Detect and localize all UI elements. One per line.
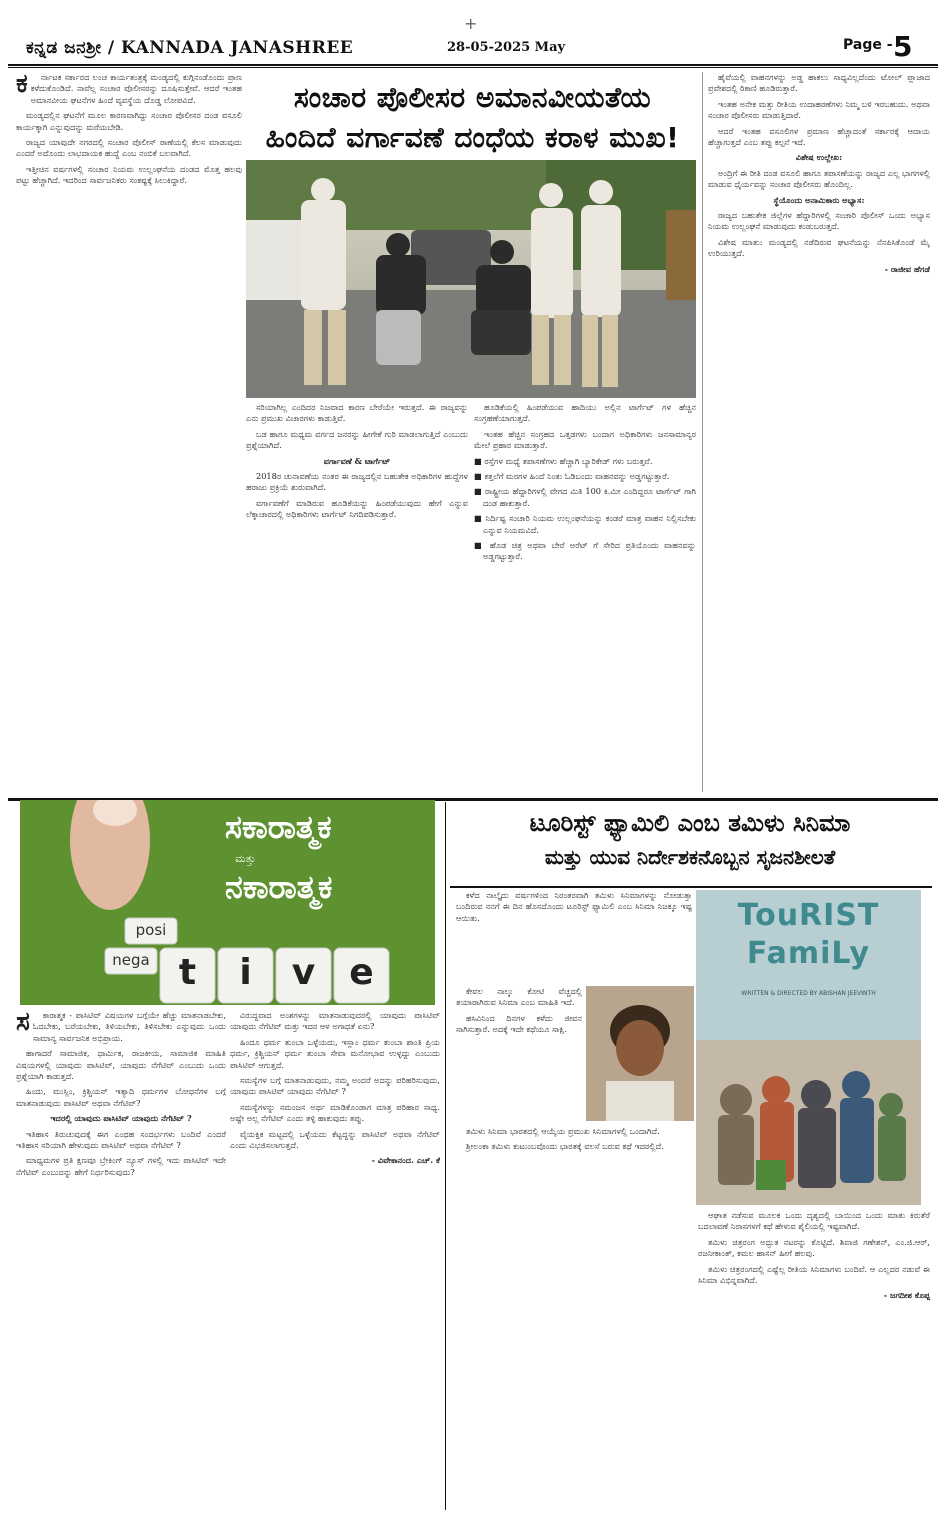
article1-paragraph: ಹೂಡಿಕೆಯಲ್ಲಿ ಹಿಂಪಡೆಯುವ ಹಾದಿಯು ಅಲ್ಲಿನ ಟಾರ್ಗೆಟ್ ಗಳ ಹೆಚ್ಚಿನ ಸಂಗ್ರಹಣೆಯಾಗುತ್ತದೆ. <box>474 402 696 424</box>
masthead: ಕನ್ನಡ ಜನಶ್ರೀ / KANNADA JANASHREE <box>26 38 354 58</box>
article2-paragraph: ಹಾಗಾದರೆ ಸಾಮಾಜಿಕ, ಧಾರ್ಮಿಕ, ರಾಜಕೀಯ, ಸಾಮಾಜಿಕ ಮಾಹಿತಿ ವಿಷಯಗಳಲ್ಲಿ ಯಾವುದು ಪಾಸಿಟಿವ್, ಯಾವುದು ನೆಗೆಟಿವ್ ಎಂಬುದು ಒಂದು ಪ್ರಶ್ನೆಯಾಗಿ ಕಾಡುತ್ತದೆ. <box>16 1048 226 1082</box>
article2-paragraph: ಹಿಂದೂ ಧರ್ಮ ತುಂಬಾ ಒಳ್ಳೆಯದು, ಇಸ್ಲಾಂ ಧರ್ಮ ತುಂಬಾ ಶಾಂತಿ ಪ್ರಿಯ ಧರ್ಮ, ಕ್ರಿಶ್ಚಿಯನ್ ಧರ್ಮ ತುಂಬಾ ಸೇವಾ ಮನೋಭಾವ ಉಳ್ಳದ್ದು ಎಂಬುದು ಪಾಸಿಟಿವ್ ಆಗುತ್ತದೆ. <box>230 1036 440 1070</box>
page-label: Page - <box>843 37 893 53</box>
crop-mark: + <box>464 14 478 33</box>
article3-signature: - ಜಗದೀಶ ಕೊಪ್ಪ <box>883 1290 930 1301</box>
article3-side-text <box>456 986 582 1122</box>
article1-column-3 <box>474 402 696 792</box>
article1-paragraph: ಇಂತಹ ಅನೇಕ ಮತ್ತು ರೀತಿಯ ಉದಾಹರಣೆಗಳು ನಿಮ್ಮ ಬಳಿ ಇರಬಹುದು. ಅಥವಾ ಸಂಚಾರ ಪೊಲೀಸರು ಮಾಡುತ್ತಿದಾರೆ. <box>708 98 930 121</box>
article2-headline-conj: ಮತ್ತು <box>235 852 256 865</box>
article1-paragraph: ಅಂದ್ರಿಗೆ ಈ ರೀತಿ ದಂಡ ವಸೂಲಿ ಹಾಗೂ ತಪಾಸಣೆಯನ್ನು ರಾಜ್ಯದ ಎಲ್ಲ ಭಾಗಗಳಲ್ಲಿ ಮಾಡುವ ಧೈರ್ಯವನ್ನು ಸಂಚಾರ ಪೊಲೀಸರು ಹೊಂದಿಲ್ಲ. <box>708 167 930 190</box>
article1-headline-line2: ಹಿಂದಿದೆ ವರ್ಗಾವಣೆ ದಂಧೆಯ ಕರಾಳ ಮುಖ! <box>265 121 680 154</box>
article1-paragraph: ವಿಶೇಷ ಮಾತು: ಮಂಡ್ಯದಲ್ಲಿ ನಡೆದಿರುವ ಘಟನೆಯನ್ನು ನೆನಪಿಸಿಕೊಂಡೆ ಮೈ ಉರಿಯುತ್ತದೆ. <box>708 236 930 259</box>
article2-paragraph: ಹಿಂದು, ಮುಸ್ಲಿಂ, ಕ್ರಿಶ್ಚಿಯನ್ ಇತ್ಯಾದಿ ಧರ್ಮಗಳ ಬೋಧನೆಗಳ ಬಗ್ಗೆ ಮಾತನಾಡುವುದು ಪಾಸಿಟಿವ್ ಅಥವಾ ನೆಗೆಟಿವ್? <box>16 1086 226 1108</box>
article2-paragraph: ಸಮಸ್ಯೆಗಳನ್ನು ಸಮಂಜಸ ಅರ್ಥ ಮಾಡಿಕೊಂಡಾಗ ಮಾತ್ರ ಪರಿಹಾರ ಸಾಧ್ಯ. ಅಷ್ಟೇ ಅಲ್ಲ ನೆಗೆಟಿವ್ ಎಂದು ತಳ್ಳಿ ಹಾಕುವುದು ತಪ್ಪು. <box>230 1101 440 1124</box>
poster-title-1: TouRIST <box>737 898 880 933</box>
article3-paragraph: ತಮಿಳು ಸಿನಿಮಾ ಭಾರತದಲ್ಲಿ ಆಯ್ಕೆಯ ಪ್ರಮುಖ ಸಿನಿಮಾಗಳಲ್ಲಿ ಒಂದಾಗಿದೆ. <box>466 1126 660 1136</box>
article3-column-2 <box>698 1210 930 1510</box>
article2-paragraph: ವೈಯಕ್ತಿಕ ಮಟ್ಟದಲ್ಲಿ ಒಳ್ಳೆಯದು ಕೆಟ್ಟದ್ದನ್ನು ಪಾಸಿಟಿವ್ ಅಥವಾ ನೆಗೆಟಿವ್ ಎಂದು ವಿಭಜಿಸಲಾಗುತ್ತದೆ. <box>230 1128 440 1151</box>
dice-letter: v <box>291 952 316 993</box>
dice-letter: i <box>239 952 252 993</box>
article2-column-1 <box>16 1010 226 1510</box>
article1-signature: - ರಾಜೀವ ಹೆಗಡೆ <box>884 263 930 274</box>
column-divider <box>702 72 703 792</box>
article2-paragraph: ವಿರುದ್ದವಾದ ಅಂಶಗಳನ್ನು ಮಾತನಾಡುವುದರಲ್ಲಿ ಯಾವುದು ಪಾಸಿಟಿವ್ ಯಾವುದು ನೆಗೆಟಿವ್ ಮತ್ತು ಇದರ ಆಳ ಅಗಾಧತೆ ಏನು? <box>230 1010 440 1032</box>
article2-column-2 <box>230 1010 440 1510</box>
article2-signature: - ವಿವೇಕಾನಂದ. ಎಚ್. ಕೆ <box>371 1155 440 1166</box>
article2-paragraph: ಮಾಧ್ಯಮಗಳ ಪ್ರತಿ ಕ್ಷಣವೂ ಬ್ರೇಕಿಂಗ್ ನ್ಯೂಸ್ ಗಳಲ್ಲಿ ಇದು ಪಾಸಿಟಿವ್ ಇದೇ ನೆಗೆಟಿವ್ ಎಂಬುದನ್ನು ಹೇಗೆ ನಿರ್ಧರಿಸುವುದು? <box>16 1155 226 1177</box>
dice-letter: t <box>178 952 197 993</box>
dice-letter: e <box>349 952 374 993</box>
article1-headline <box>250 78 695 158</box>
dice-posi: posi <box>135 921 167 939</box>
poster-credit: WRITTEN & DIRECTED BY ABISHAN JEEVINTH <box>741 990 876 997</box>
article2-paragraph: ಇತಿಹಾಸ ತಿರುಚುವುದಕ್ಕೆ ಈಗ ಎಂಥಹ ಸಂದರ್ಭಗಳು ಬಂದಿವೆ ಎಂದರೆ ಇತಿಹಾಸ ಸರಿಯಾಗಿ ಹೇಳುವುದು ಪಾಸಿಟಿವ್ ಅಥವಾ ನೆಗೆಟಿವ್ ? <box>16 1128 226 1151</box>
article2-paragraph: ಕಾರಾತ್ಮಕ - ಪಾಸಿಟಿವ್ ವಿಷಯಗಳ ಬಗ್ಗೆಯೇ ಹೆಚ್ಚು ಮಾತನಾಡಬೇಕು, ಓದಬೇಕು, ಬರೆಯಬೇಕು, ತಿಳಿಯಬೇಕು, ತಿಳಿಸಬೇಕು ಎನ್ನುವುದು ಒಂದು ಸಾಮಾನ್ಯ ಸಾರ್ವಜನಿಕ ಅಭಿಪ್ರಾಯ. <box>32 1010 226 1043</box>
article2-header-image <box>20 800 435 1005</box>
issue-date: 28-05-2025 May <box>447 40 566 55</box>
article3-headline-line1: ಟೂರಿಸ್ಟ್ ಫ್ಯಾಮಿಲಿ ಎಂಬ ತಮಿಳು ಸಿನಿಮಾ <box>529 809 851 837</box>
article1-paragraph: 2018ರ ಚುನಾವಣೆಯ ನಂತರ ಈ ರಾಜ್ಯದಲ್ಲಿನ ಬಹುತೇಕ ಅಧಿಕಾರಿಗಳ ಹುದ್ದೆಗಳ ಹರಾಜು ಪ್ರಕ್ರಿಯೆ ಶುರುವಾಗಿದೆ. <box>246 471 468 493</box>
article3-headline <box>450 806 930 886</box>
article1-paragraph: ಸರಿಯಾಗಿಲ್ಲ ಎಂದಿದರ ನಿಜವಾದ ಕಾರಣ ಬೇರೆಯೇ ಇರುತ್ತದೆ. ಈ ರಾಜ್ಯವನ್ನು ಎನು ಪ್ರಮುಖ ವಿಚಾರಗಳು ಕಾಡುತ್ತಿವೆ. <box>246 402 468 424</box>
article3-headline-line2: ಮತ್ತು ಯುವ ನಿರ್ದೇಶಕನೊಬ್ಬನ ಸೃಜನಶೀಲತೆ <box>544 845 836 869</box>
article1-column-1 <box>16 72 242 792</box>
article1-bullet: ■ ಹೊಡ ಚಿತ್ರ ಅಥವಾ ಬೇರೆ ಅರೆಟ್ ಗೆ ಸೇರಿದ ಪ್ರತಿಯೊಂದು ವಾಹನವನ್ನು ಅಡ್ಡಗಟ್ಟುತ್ತಾರೆ. <box>474 540 696 562</box>
article3-paragraph: ಹಸಿವಿನಿಂದ ದಿನಗಳ ಕಳೆದು ಜೀವನ ಸಾಗಿಸುತ್ತಾರೆ. ಅದಕ್ಕೆ ಇದೇ ಕಥೆಯೂ ಸಾಕ್ಷಿ. <box>456 1012 582 1035</box>
article3-intro <box>456 890 692 985</box>
director-photo <box>586 986 694 1121</box>
article2-paragraph: ಸಮಸ್ಯೆಗಳ ಬಗ್ಗೆ ಮಾತನಾಡುವುದು, ನಮ್ಮ ಅಂದರೆ ಅದನ್ನು ಪರಿಹರಿಸುವುದು, ಯಾವುದು ಪಾಸಿಟಿವ್ ಯಾವುದು ನೆಗೆಟಿವ್ ? <box>230 1075 440 1097</box>
article1-column-2 <box>246 402 468 792</box>
article1-headline-line1: ಸಂಚಾರ ಪೊಲೀಸರ ಅಮಾನವೀಯತೆಯ <box>293 81 652 114</box>
article3-column-1 <box>456 1126 692 1510</box>
article1-subheading: ಸ್ಥೆಯೊಂದು ಅನಾಮಿಕಾರು ಅಭ್ಯಾಸ: <box>773 194 865 205</box>
article1-paragraph: ರಾಜ್ಯದ ಬಹುತೇಕ ಜಿಲ್ಲೆಗಳ ಹೆದ್ದಾರಿಗಳಲ್ಲಿ ಸಂಚಾರಿ ಪೊಲೀಸ್ ಒಂದು ಅಭ್ಯಾಸ ನಿಯಮ ಉಲ್ಲಂಘನೆ ಮಾಡುವುದು ಕಂಡುಬರುತ್ತದೆ. <box>708 210 930 232</box>
article1-subheading: ವಿಶೇಷ ಉಲ್ಲೇಖ: <box>795 152 843 163</box>
dice-nega: nega <box>112 951 150 969</box>
article3-paragraph: ಕಳೆದ ನಾಲ್ಕೈದು ವರ್ಷಗಳಿಂದ ನಿರಂತರವಾಗಿ ತಮಿಳು ಸಿನಿಮಾಗಳನ್ನು ನೋಡುತ್ತಾ ಬಂದಿರುವ ನನಗೆ ಈ ದಿನ ಹೊಸದೊಂದು ಟೂರಿಸ್ಟ್ ಫ್ಯಾಮಿಲಿ ಎಂಬ ಸಿನಿಮಾ ನಿಜಕ್ಕೂ ಇಷ್ಟ ಆಯಿತು. <box>456 890 692 923</box>
article2-headline-2: ನಕಾರಾತ್ಮಕ <box>225 868 333 906</box>
article1-drop-cap: ಕ <box>16 72 28 99</box>
header-rule <box>8 64 938 66</box>
tourist-family-poster <box>696 890 921 1205</box>
article1-paragraph: ರ್ನಾಟಕ ಸರ್ಕಾರದ ಲಂಚ ಕಾರ್ಯತಂತ್ರಕ್ಕೆ ಮಂಡ್ಯದಲ್ಲಿ ಕುಗ್ಗಿನಂಡೊಂದು ಪ್ರಾಣ ಕಳೆದುಕೊಂಡಿದೆ. ನಾವೆಲ್ಲ ಸಂಚಾರ ಪೊಲೀಸರನ್ನು ದೂಷಿಸುತ್ತೇವೆ. ಆದರೆ ಇಂತಹ ಅಮಾನವೀಯ ಘಟನೆಗಳ ಹಿಂದೆ ವ್ಯವಸ್ಥೆಯ ದೊಡ್ಡ ಲೋಪವಿದೆ. <box>30 72 242 105</box>
article1-paragraph: ಇಂತಹ ಹೆಚ್ಚಿನ ಸಂಗ್ರಹದ ಒತ್ತಡಗಳು ಬಂದಾಗ ಅಧಿಕಾರಿಗಳು ಜನಸಾಮಾನ್ಯರ ಮೇಲೆ ಪ್ರಹಾರ ಮಾಡುತ್ತಾರೆ. <box>474 428 696 451</box>
article2-subheading: ಇದರಲ್ಲಿ ಯಾವುದು ಪಾಸಿಟಿವ್ ಯಾವುದು ನೆಗೆಟಿವ್ ? <box>50 1113 192 1124</box>
article1-bullet: ■ ಕತ್ತಲೆಗೆ ಮರಗಳ ಹಿಂದೆ ನಿಂತು ಓಡಿಬಂದು ವಾಹನವನ್ನು ಅಡ್ಡಗಟ್ಟುತ್ತಾರೆ. <box>474 471 670 482</box>
article1-paragraph: ಹೈವೆಯಲ್ಲಿ ವಾಹನಗಳನ್ನು ಅಡ್ಡ ಹಾಕಲು ಸಾಧ್ಯವಿಲ್ಲದೆಂದು ಟೋಲ್ ಪ್ಲಾಜಾದ ಪ್ರವೇಶದಲ್ಲಿ ಠಿಕಾಣಿ ಹೂಡಿರುತ್ತಾರೆ. <box>708 72 930 94</box>
article1-paragraph: ವರ್ಗಾವಣೆಗೆ ಮಾಡಿರುವ ಹೂಡಿಕೆಯನ್ನು ಹಿಂಪಡೆಯುವುದು ಹೇಗೆ ಎನ್ನುವ ಲೆಕ್ಕಾಚಾರದಲ್ಲಿ ಅಧಿಕಾರಿಗಳು ಟಾರ್ಗೆಟ್ ನಿಗದಿಪಡಿಸುತ್ತಾರೆ. <box>246 497 468 520</box>
column-divider <box>445 802 446 1510</box>
article3-paragraph: ತಮಿಳು ಚಿತ್ರರಂಗ ಅದ್ಭುತ ನಟರನ್ನು ಕೊಟ್ಟಿದೆ. ಶಿವಾಜಿ ಗಣೇಶನ್, ಎಂ.ಜಿ.ಆರ್, ರಜನೀಕಾಂತ್, ಕಮಲ ಹಾಸನ್ ಹೀಗೆ ಹಲವು. <box>698 1236 930 1259</box>
article3-paragraph: ಶ್ರೀಲಂಕಾ ತಮಿಳು ಕುಟುಂಬವೊಂದು ಭಾರತಕ್ಕೆ ವಲಸೆ ಬರುವ ಕಥೆ ಇದರಲ್ಲಿದೆ. <box>466 1141 664 1152</box>
article2-headline-1: ಸಕಾರಾತ್ಮಕ <box>225 808 332 846</box>
article2-drop-cap: ಸ <box>16 1010 30 1037</box>
article3-paragraph: ತಮಿಳು ಚಿತ್ರರಂಗದಲ್ಲಿ ಎಷ್ಟೆಲ್ಲ ರೀತಿಯ ಸಿನಿಮಾಗಳು ಬಂದಿವೆ. ಆ ಎಲ್ಲದರ ನಡುವೆ ಈ ಸಿನಿಮಾ ವಿಭಿನ್ನವಾಗಿದೆ. <box>698 1263 930 1286</box>
article3-headline-rule <box>450 886 932 888</box>
article1-paragraph: ಬಡ ಹಾಗೂ ಮಧ್ಯಮ ವರ್ಗದ ಜನರನ್ನು ಹೀಗೇಕೆ ಗುರಿ ಮಾಡಲಾಗುತ್ತಿದೆ ಎಂಬುದು ಪ್ರಶ್ನೆಯಾಗಿದೆ. <box>246 428 468 451</box>
article1-paragraph: ಆದರೆ ಇಂತಹ ವಸೂಲಿಗಳ ಪ್ರಮಾಣ ಹೆಚ್ಚಾದಂತೆ ಸರ್ಕಾರಕ್ಕೆ ಆದಾಯ ಹೆಚ್ಚಾಗುತ್ತದೆ ಎಂಬ ತಪ್ಪು ಕಲ್ಪನೆ ಇದೆ. <box>708 125 930 148</box>
article3-paragraph: ಆಘಾತ ನಡೆಸುವ ಮೂಲಕ ಒಂದು ದೃಶ್ಯದಲ್ಲಿ ಬಾಯಿಂದ ಒಂದು ಮಾತು ಕಿರುತೆರೆ ಬದಲಾವಣೆ ನಿರಾಸಗಳಗೆ ಕಥೆ ಹೇಳುವ ಶೈಲಿಯಲ್ಲಿ ಇಷ್ಟವಾಗಿದೆ. <box>698 1210 930 1232</box>
header-rule-thin <box>8 67 938 68</box>
traffic-police-photo <box>246 160 696 398</box>
page-number: 5 <box>893 30 913 63</box>
article1-paragraph: ಮಂಡ್ಯದಲ್ಲಿನ ಘಟನೆಗೆ ಮೂಲ ಕಾರಣವಾಗಿದ್ದು ಸಂಚಾರ ಪೊಲೀಸರ ದಂಡ ವಸೂಲಿ ಕಾರ್ಯಕ್ಕಾಗಿ ಎನ್ನುವುದನ್ನು ಮರೆಯಬೇಡಿ. <box>16 110 242 132</box>
article1-bullet: ■ ನಿರ್ದಿಷ್ಟ ಸಂಚಾರಿ ನಿಯಮ ಉಲ್ಲಂಘನೆಯನ್ನು ಕಂಡರೆ ಮಾತ್ರ ವಾಹನ ನಿಲ್ಲಿಸಬೇಕು ಎನ್ನುವ ನಿಯಮವಿದೆ. <box>474 513 696 535</box>
poster-title-2: FamiLy <box>746 936 871 971</box>
article1-bullet: ■ ರಾಷ್ಟ್ರೀಯ ಹೆದ್ದಾರಿಗಳಲ್ಲಿ ವೇಗದ ಮಿತಿ 100 ಕಿ.ಮೀ ಎಂದಿದ್ದರೂ ಟಾರ್ಗೆಟ್ ಗಾಗಿ ದಂಡ ಹಾಕುತ್ತಾರೆ. <box>474 486 696 508</box>
article1-paragraph: ರಾಜ್ಯದ ಯಾವುದೇ ನಗರದಲ್ಲಿ ಸಂಚಾರ ಪೊಲೀಸ್ ಠಾಣೆಯಲ್ಲಿ ಕೆಲಸ ಮಾಡುವುದು ಎಂದರೆ ಅದೊಂದು ಲಾಭದಾಯಕ ಹುದ್ದೆ ಎಂಬ ನಂಬಿಕೆ ಬಲವಾಗಿದೆ. <box>16 137 242 159</box>
article1-column-4 <box>708 72 930 792</box>
article1-subheading: ವರ್ಗಾವಣೆ & ಟಾರ್ಗೆಟ್ <box>323 455 391 466</box>
article3-paragraph: ಕೇವಲ ನಾಲ್ಕು ಕೋಟಿ ವೆಚ್ಚದಲ್ಲಿ ತಯಾರಾಗಿರುವ ಸಿನಿಮಾ ಎಂಬ ಮಾಹಿತಿ ಇದೆ. <box>456 986 582 1008</box>
article1-paragraph: ಇತ್ತೀಚಿನ ವರ್ಷಗಳಲ್ಲಿ ಸಂಚಾರ ನಿಯಮ ಉಲ್ಲಂಘನೆಯ ದಂಡದ ಮೊತ್ತ ಹಲವು ಪಟ್ಟು ಹೆಚ್ಚಾಗಿದೆ. ಇದರಿಂದ ಸಾರ್ವಜನಿಕರು ಸಂಕಷ್ಟಕ್ಕೆ ಸಿಲುಕಿದ್ದಾರೆ. <box>16 163 242 186</box>
article1-bullet: ■ ರಸ್ತೆಗಳ ಮಧ್ಯೆ ತಪಾಸಣೆಗಳು ಹೆಚ್ಚಾಗಿ ಬ್ಯಾರಿಕೇಡ್ ಗಳು ಬರುತ್ತವೆ. <box>474 455 653 466</box>
